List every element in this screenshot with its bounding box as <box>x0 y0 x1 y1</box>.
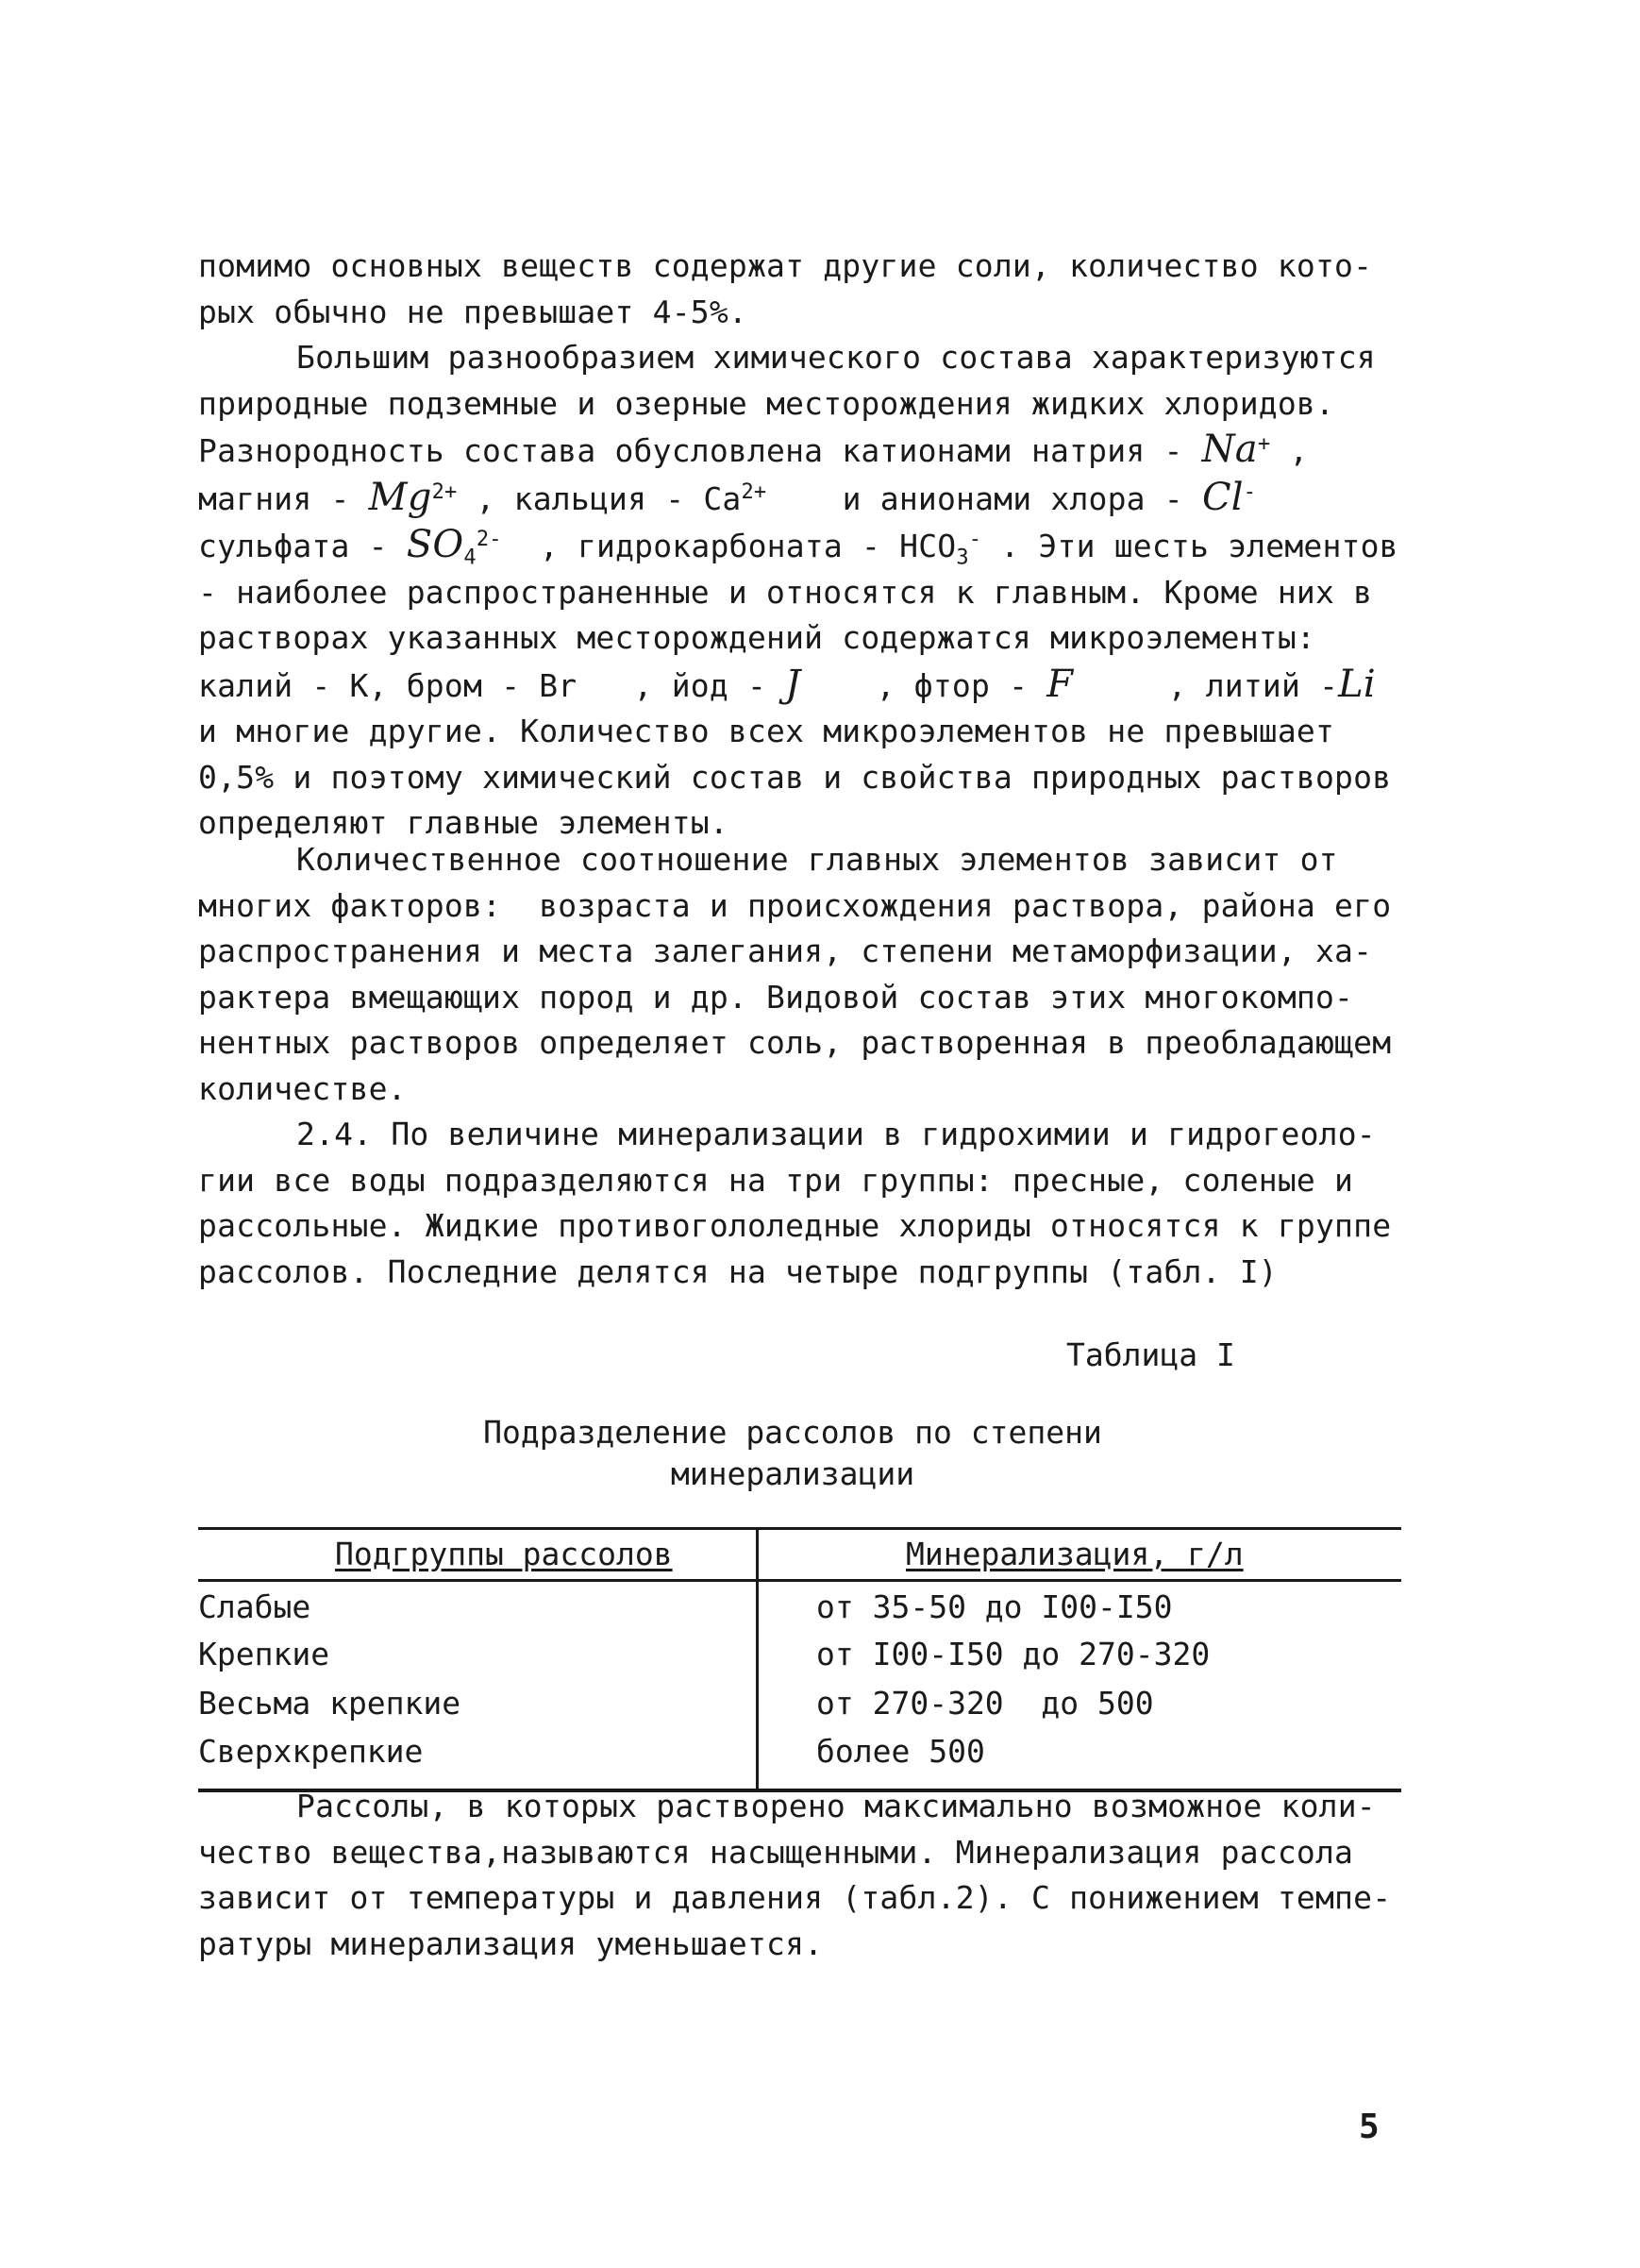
text-line: и многие другие. Количество всех микроэлементов не превышает <box>198 713 1335 749</box>
text-span: , гидрокарбоната - HCO <box>501 528 957 564</box>
text-line: 0,5% и поэтому химический состав и свойства природных растворов <box>198 758 1392 796</box>
text-line <box>198 475 1415 523</box>
text-line: Количественное соотношение главных элементов зависит от <box>296 841 1338 878</box>
text-line: гии все воды подразделяются на три группы: пресные, соленые и <box>198 1161 1354 1199</box>
text-line: Большим разнообразием химического состава характеризуются <box>296 339 1376 376</box>
paragraph-2 <box>198 335 1415 847</box>
text-line: чество вещества,называются насыщенными. Минерализация рассола <box>198 1833 1354 1871</box>
table-cell-subgroup: Слабые <box>198 1588 311 1625</box>
text-line: зависит от температуры и давления (табл.2). С понижением темпе- <box>198 1879 1392 1916</box>
text-line: рых обычно не превышает 4-5%. <box>198 293 747 330</box>
table-cell-mineralization: от 270-320 до 500 <box>816 1685 1154 1722</box>
text-span: Разнородность состава обусловлена катионами натрия - <box>198 432 1202 469</box>
table-cell-subgroup: Крепкие <box>198 1636 330 1672</box>
iodine-formula: J <box>785 662 801 706</box>
charge: 2- <box>476 528 502 551</box>
text-line <box>198 662 1415 710</box>
sodium-formula: Na <box>1201 428 1258 471</box>
text-line: рактера вмещающих пород и др. Видовой состав этих многокомпо- <box>198 978 1354 1016</box>
text-line: рассольные. Жидкие противогололедные хлориды относятся к группе <box>198 1207 1392 1244</box>
text-span: , фтор - <box>800 666 1047 704</box>
paragraph-4 <box>198 1112 1415 1295</box>
charge: - <box>1243 479 1257 504</box>
table-header-rule <box>198 1579 1401 1582</box>
index: 4 <box>463 546 477 570</box>
table-row <box>198 1728 1401 1775</box>
text-line: количестве. <box>198 1069 407 1107</box>
text-line <box>198 522 1415 570</box>
table-cell-subgroup: Сверхкрепкие <box>198 1733 424 1770</box>
caption-line: Подразделение рассолов по степени <box>483 1414 1102 1451</box>
index: 3 <box>956 546 969 570</box>
charge: - <box>968 528 982 551</box>
table-cell-mineralization: от 35-50 до I00-I50 <box>816 1588 1173 1625</box>
table-label: Таблица I <box>1066 1336 1235 1373</box>
text-line: растворах указанных месторождений содержатся микроэлементы: <box>198 619 1315 656</box>
sulfate-formula: SO <box>406 523 464 566</box>
text-span: . Эти шесть элементов <box>981 528 1398 564</box>
table-top-rule <box>198 1527 1401 1530</box>
text-line: определяют главные элементы. <box>198 804 728 841</box>
text-line: распространения и места залегания, степени метаморфизации, ха- <box>198 932 1373 969</box>
text-line: Рассолы, в которых растворено максимально возможное коли- <box>296 1788 1376 1824</box>
table-cell-mineralization: более 500 <box>816 1733 985 1770</box>
text-span: , кальция - Ca <box>457 479 742 517</box>
table-cell-subgroup: Весьма крепкие <box>198 1685 461 1722</box>
caption-line: минерализации <box>670 1455 915 1492</box>
chlorine-formula: Cl <box>1201 475 1244 519</box>
paragraph-5 <box>198 1784 1415 1967</box>
text-line: ратуры минерализация уменьшается. <box>198 1924 824 1962</box>
paragraph-1 <box>198 244 1415 335</box>
page-number: 5 <box>1359 2108 1380 2146</box>
paragraph-3 <box>198 837 1415 1112</box>
magnesium-formula: Mg <box>368 475 432 519</box>
text-line: 2.4. По величине минерализации в гидрохимии и гидрогеоло- <box>296 1116 1376 1152</box>
table-header-subgroups: Подгруппы рассолов <box>335 1536 673 1572</box>
table-row <box>198 1631 1401 1678</box>
charge: 2+ <box>741 479 767 504</box>
text-span: и анионами хлора - <box>766 479 1202 517</box>
lithium-formula: Li <box>1338 662 1376 706</box>
charge: 2+ <box>431 479 458 504</box>
text-span: сульфата - <box>198 528 407 564</box>
table-caption <box>189 1412 1397 1495</box>
table-cell-mineralization: от I00-I50 до 270-320 <box>816 1636 1211 1672</box>
text-line <box>198 427 1415 475</box>
table-row <box>198 1584 1401 1631</box>
table-row <box>198 1680 1401 1727</box>
text-line: - наиболее распространенные и относятся к главным. Кроме них в <box>198 573 1373 611</box>
text-line: многих факторов: возраста и происхождения раствора, района его <box>198 886 1392 924</box>
charge: + <box>1257 432 1271 456</box>
text-span: магния - <box>198 479 369 517</box>
text-span: калий - K, бром - Br , йод - <box>198 666 786 704</box>
fluorine-formula: F <box>1046 662 1074 706</box>
text-span: , литий - <box>1073 666 1339 704</box>
text-line: природные подземные и озерные месторождения жидких хлоридов. <box>198 384 1335 422</box>
table-header-mineralization: Минерализация, г/л <box>906 1536 1244 1572</box>
text-line: рассолов. Последние делятся на четыре подгруппы (табл. I) <box>198 1252 1278 1290</box>
text-line: помимо основных веществ содержат другие соли, количество кото- <box>198 247 1373 284</box>
text-span: , <box>1270 432 1309 469</box>
text-line: нентных растворов определяет соль, растворенная в преобладающем <box>198 1024 1392 1061</box>
